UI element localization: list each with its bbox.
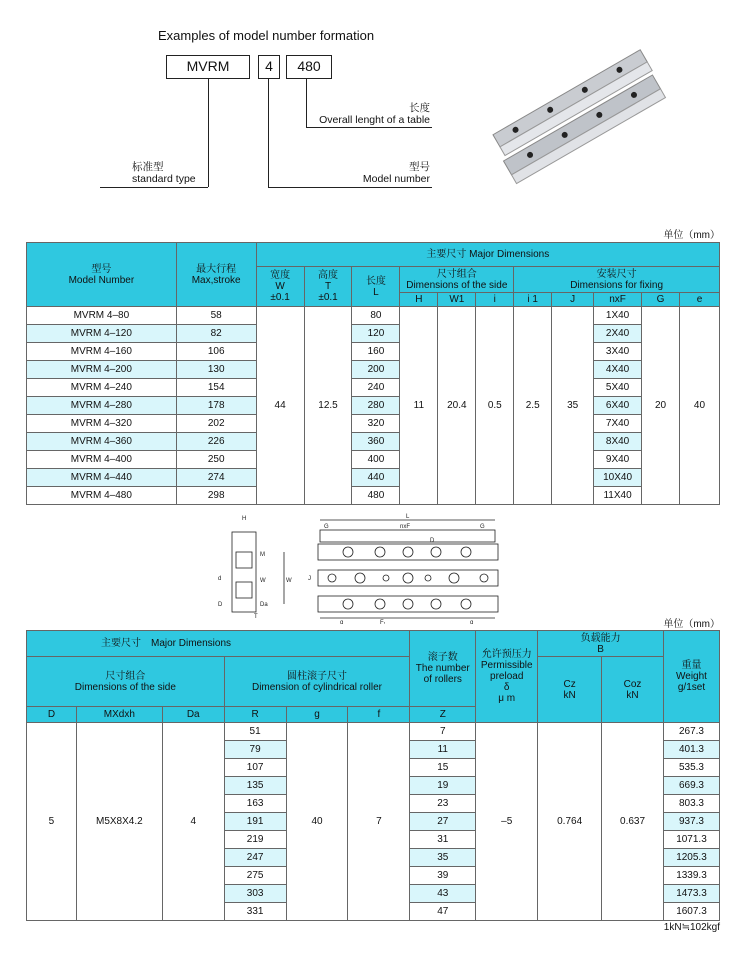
nxf-cell: 2X40 [594,325,642,343]
dim-H-cell: 11 [400,307,438,505]
weight-cell: 1205.3 [663,849,719,867]
weight-cell: 1339.3 [663,867,719,885]
z-cell: 47 [410,903,476,921]
length-cell: 160 [352,343,400,361]
table-row [27,325,720,343]
z-cell: 31 [410,831,476,849]
z-cell: 23 [410,795,476,813]
weight-cell: 1071.3 [663,831,719,849]
standard-label-cn: 标准型 [132,161,164,173]
svg-text:M: M [260,552,265,558]
footnote: 1kN≒102kgf [663,922,720,933]
r-cell: 51 [224,723,286,741]
cz-cell: 0.764 [538,723,602,921]
page-title: Examples of model number formation [158,28,375,43]
r-cell: 163 [224,795,286,813]
svg-text:g: g [470,620,474,624]
col-stroke: 最大行程 Max,stroke [176,243,256,307]
svg-text:J: J [308,576,311,582]
table-row [27,397,720,415]
svg-text:G: G [480,524,485,530]
table-row [27,343,720,361]
svg-text:W: W [260,578,266,584]
dim-i-cell: 0.5 [476,307,514,505]
svg-text:W: W [286,578,292,584]
model-part-type: MVRM [166,55,250,79]
svg-text:F₁: F₁ [380,620,386,624]
dim-G-cell: 20 [642,307,680,505]
stroke-cell: 226 [176,433,256,451]
stroke-cell: 178 [176,397,256,415]
model-cell: MVRM 4–440 [27,469,177,487]
col-model: 型号 Model Number [27,243,177,307]
length-cell: 200 [352,361,400,379]
z-cell: 15 [410,759,476,777]
col-preload: 允许预压力 Permissible preload δ μ m [476,631,538,723]
table-row [27,451,720,469]
nxf-cell: 8X40 [594,433,642,451]
weight-cell: 1607.3 [663,903,719,921]
weight-cell: 267.3 [663,723,719,741]
dim-e-cell: 40 [679,307,719,505]
model-cell: MVRM 4–200 [27,361,177,379]
z-cell: 27 [410,813,476,831]
length-cell: 80 [352,307,400,325]
model-cell: MVRM 4–80 [27,307,177,325]
model-cell: MVRM 4–160 [27,343,177,361]
weight-cell: 937.3 [663,813,719,831]
svg-text:D: D [430,538,435,544]
svg-text:D: D [218,602,223,608]
svg-text:T: T [254,614,258,620]
major-dimensions-header: 主要尺寸 Major Dimensions [256,243,719,267]
length-cell: 360 [352,433,400,451]
length-cell: 120 [352,325,400,343]
length-cell: 240 [352,379,400,397]
stroke-cell: 298 [176,487,256,505]
preload-cell: –5 [476,723,538,921]
r-cell: 107 [224,759,286,777]
g-cell: 40 [286,723,348,921]
nxf-cell: 6X40 [594,397,642,415]
r-cell: 79 [224,741,286,759]
model-cell: MVRM 4–320 [27,415,177,433]
z-cell: 11 [410,741,476,759]
col-coz: Coz kN [602,657,664,723]
technical-drawing [210,512,510,624]
weight-cell: 535.3 [663,759,719,777]
nxf-cell: 5X40 [594,379,642,397]
stroke-cell: 130 [176,361,256,379]
major-dimensions-header-2: 主要尺寸 Major Dimensions [27,631,410,657]
model-part-length: 480 [286,55,332,79]
width-cell: 44 [256,307,304,505]
unit-label-2: 单位（mm） [663,619,720,630]
col-cz: Cz kN [538,657,602,723]
table-row [27,487,720,505]
height-cell: 12.5 [304,307,352,505]
model-label-cn: 型号 [409,161,430,173]
r-cell: 275 [224,867,286,885]
r-cell: 303 [224,885,286,903]
table-row [27,307,720,325]
length-cell: 400 [352,451,400,469]
model-part-number: 4 [258,55,280,79]
model-label-en: Model number [362,173,430,185]
dim-J-cell: 35 [552,307,594,505]
nxf-cell: 1X40 [594,307,642,325]
model-cell: MVRM 4–280 [27,397,177,415]
nxf-cell: 10X40 [594,469,642,487]
svg-text:Da: Da [260,602,268,608]
side-dimensions-header-2: 尺寸组合 Dimensions of the side [27,657,225,707]
z-cell: 19 [410,777,476,795]
svg-text:L: L [406,514,410,520]
roller-dimensions-header: 圆柱滚子尺寸 Dimension of cylindrical roller [224,657,410,707]
nxf-cell: 4X40 [594,361,642,379]
stroke-cell: 274 [176,469,256,487]
stroke-cell: 202 [176,415,256,433]
svg-text:g: g [340,620,344,624]
model-cell: MVRM 4–400 [27,451,177,469]
length-cell: 440 [352,469,400,487]
table-row [27,361,720,379]
weight-cell: 1473.3 [663,885,719,903]
col-weight: 重量 Weight g/1set [663,631,719,723]
dim-i1-cell: 2.5 [514,307,552,505]
model-cell: MVRM 4–120 [27,325,177,343]
stroke-cell: 154 [176,379,256,397]
side-Da-cell: 4 [162,723,224,921]
load-capacity-header: 负载能力 B [538,631,664,657]
weight-cell: 401.3 [663,741,719,759]
stroke-cell: 250 [176,451,256,469]
dim-W1-cell: 20.4 [438,307,476,505]
r-cell: 135 [224,777,286,795]
z-cell: 35 [410,849,476,867]
standard-label-en: standard type [132,173,196,185]
roller-table: 主要尺寸 Major Dimensions 滚子数 The number of rollers 允许预压力 Permissible preload δ μ m 负载能力 B 重量 Weight g/1set 尺寸组合 Dimensions of the side 圆柱滚子尺寸 Dimension of cylindrical roller Cz kN Coz kN D MXdxh Da R g f Z 5 M5X8X4.2 4 51 40 7 7 –5 0.764 0.637 267.3 79 11 401.3 107 15 535.3 135 19 669.3 163 23 803.3 191 27 937.3 219 31 1071.3 247 35 1205.3 275 39 1339.3 303 43 1473.3 331 47 1607.3 [26,630,720,921]
stroke-cell: 58 [176,307,256,325]
length-cell: 320 [352,415,400,433]
nxf-cell: 9X40 [594,451,642,469]
product-photo [488,48,668,188]
f-cell: 7 [348,723,410,921]
col-roller-count: 滚子数 The number of rollers [410,631,476,707]
length-label-en: Overall lenght of a table [319,114,430,126]
r-cell: 247 [224,849,286,867]
fixing-dimensions-header: 安装尺寸 Dimensions for fixing [514,267,720,293]
model-cell: MVRM 4–480 [27,487,177,505]
length-label-cn: 长度 [409,102,430,114]
table-row [27,415,720,433]
table-row [27,433,720,451]
r-cell: 331 [224,903,286,921]
table-row [27,469,720,487]
model-cell: MVRM 4–360 [27,433,177,451]
svg-text:d: d [218,576,222,582]
dimensions-table: 型号 Model Number 最大行程 Max,stroke 主要尺寸 Major Dimensions 宽度 W ±0.1 高度 T ±0.1 长度 L 尺寸组合 Dimensions of the side 安装尺寸 Dimensions for fixing H W1 i i 1 J nxF G e MVRM 4–80 58 44 12.5 80 11 20.4 0.5 2.5 35 1X40 20 40 MVRM 4–120 82 120 2X40 MVRM 4–160 106 160 3X40 MVRM 4–200 130 200 4X40 MVRM 4–240 154 240 5X40 MVRM 4–280 178 280 6X40 MVRM 4–320 202 320 7X40 MVRM 4–360 226 360 8X40 MVRM 4–400 250 400 9X40 MVRM 4–440 274 440 10X40 MVRM 4–480 298 480 11X40 [26,242,720,505]
z-cell: 7 [410,723,476,741]
svg-text:G: G [324,524,329,530]
length-cell: 480 [352,487,400,505]
svg-text:H: H [242,516,247,522]
side-dimensions-header: 尺寸组合 Dimensions of the side [400,267,514,293]
coz-cell: 0.637 [602,723,664,921]
stroke-cell: 82 [176,325,256,343]
col-height: 高度 T ±0.1 [304,267,352,307]
nxf-cell: 7X40 [594,415,642,433]
stroke-cell: 106 [176,343,256,361]
col-width: 宽度 W ±0.1 [256,267,304,307]
col-length: 长度 L [352,267,400,307]
weight-cell: 803.3 [663,795,719,813]
svg-text:nxF: nxF [400,524,411,530]
side-MXdxh-cell: M5X8X4.2 [76,723,162,921]
z-cell: 39 [410,867,476,885]
r-cell: 191 [224,813,286,831]
z-cell: 43 [410,885,476,903]
nxf-cell: 3X40 [594,343,642,361]
model-cell: MVRM 4–240 [27,379,177,397]
table-row [27,379,720,397]
r-cell: 219 [224,831,286,849]
weight-cell: 669.3 [663,777,719,795]
nxf-cell: 11X40 [594,487,642,505]
unit-label-1: 单位（mm） [663,230,720,241]
table-row [27,723,720,741]
side-D-cell: 5 [27,723,77,921]
length-cell: 280 [352,397,400,415]
